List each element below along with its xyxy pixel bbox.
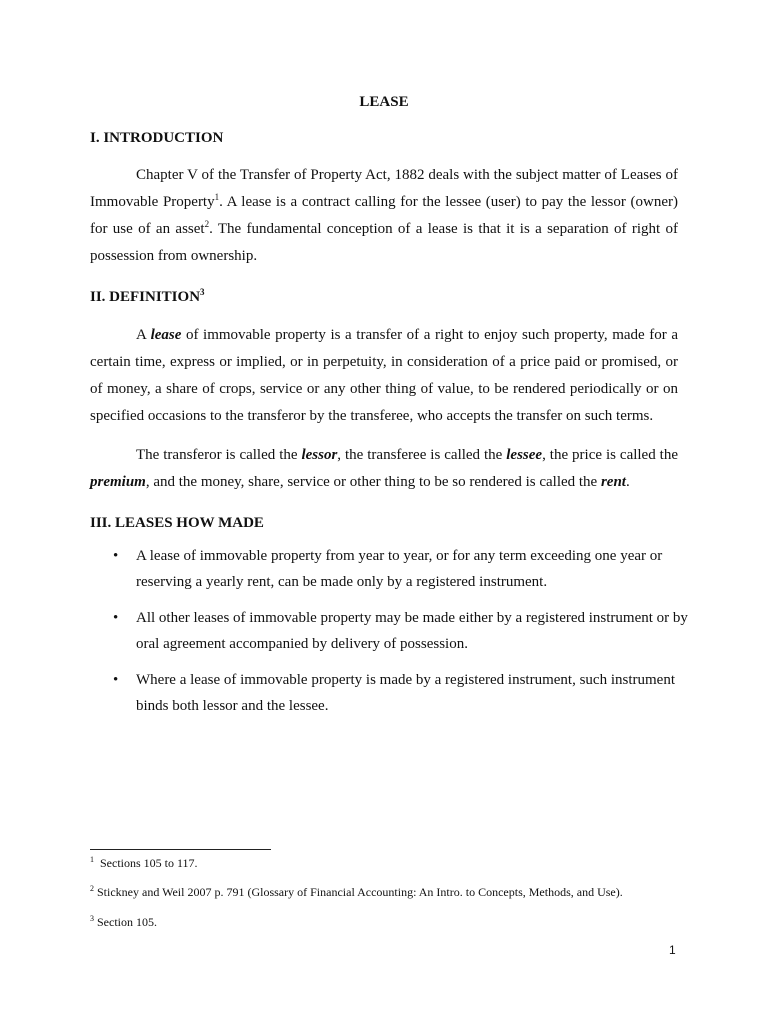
terms-paragraph	[90, 442, 678, 496]
footnote-2	[90, 884, 623, 900]
footnote-text: Stickney and Weil 2007 p. 791 (Glossary of Financial Accounting: An Intro. to Concepts, Methods, and Use).	[97, 885, 623, 899]
paragraph-text: , and the money, share, service or other thing to be so rendered is called the	[145, 474, 601, 490]
footnote-number: 2	[90, 884, 94, 893]
term-rent: rent	[600, 474, 626, 490]
paragraph-text: A	[136, 327, 151, 343]
bullet-icon: •	[113, 610, 119, 626]
section-heading-introduction: I. INTRODUCTION	[90, 130, 224, 146]
bullet-icon: •	[113, 548, 119, 564]
footnote-text: Section 105.	[97, 915, 157, 929]
term-lessee: lessee	[506, 447, 543, 463]
definition-paragraph	[90, 322, 678, 430]
footnote-text: Sections 105 to 117.	[97, 856, 198, 870]
bullet-list	[90, 543, 690, 729]
footnote-3	[90, 914, 157, 930]
introduction-paragraph	[90, 162, 678, 270]
footnote-number: 1	[90, 855, 94, 864]
paragraph-text: .	[625, 474, 630, 490]
document-title: LEASE	[359, 94, 409, 110]
list-item	[90, 605, 690, 657]
paragraph-text: . A lease is a contract calling for the lessee (user) to pay the lessor (owner) for use of an asset	[90, 194, 678, 237]
paragraph-text: . The fundamental conception of a lease is that it is a separation of right of possession from ownership.	[90, 221, 679, 264]
list-item	[90, 667, 690, 719]
list-item-text: Where a lease of immovable property is made by a registered instrument, such instrument binds both lessor and the lessee.	[136, 672, 675, 714]
paragraph-text: , the transferee is called the	[337, 447, 507, 463]
paragraph-text: of immovable property is a transfer of a right to enjoy such property, made for a certain time, express or implied, or in perpetuity, in consideration of a price paid or promised, or of money, a share of crops, service or any other thing of value, to be rendered periodically or on specified occasions to the transferor by the transferee, who accepts the transfer on such terms.	[90, 327, 678, 424]
paragraph-text: The transferor is called the	[136, 447, 302, 463]
footnote-ref[interactable]: 1	[214, 192, 220, 202]
paragraph-text: , the price is called the	[542, 447, 678, 463]
list-item-text: All other leases of immovable property may be made either by a registered instrument or by oral agreement accompanied by delivery of possession.	[136, 610, 688, 652]
footnote-number: 3	[90, 914, 94, 923]
heading-text: II. DEFINITION	[90, 289, 201, 305]
section-heading-definition	[90, 287, 205, 307]
list-item	[90, 543, 690, 595]
footnote-1	[90, 855, 198, 871]
footnote-divider	[90, 849, 271, 850]
page-number: 1	[669, 943, 676, 957]
term-premium: premium	[90, 474, 146, 490]
bullet-icon: •	[113, 672, 119, 688]
term-lessor: lessor	[301, 447, 338, 463]
paragraph-text: Chapter V of the Transfer of Property Act, 1882 deals with the subject matter of Leases of Immovable Property	[90, 167, 678, 210]
footnote-ref[interactable]: 3	[200, 287, 205, 297]
list-item-text: A lease of immovable property from year to year, or for any term exceeding one year or reserving a yearly rent, can be made only by a registered instrument.	[136, 548, 663, 590]
footnote-ref[interactable]: 2	[204, 219, 210, 229]
term-lease: lease	[150, 327, 182, 343]
section-heading-leases-how-made: III. LEASES HOW MADE	[90, 515, 264, 531]
